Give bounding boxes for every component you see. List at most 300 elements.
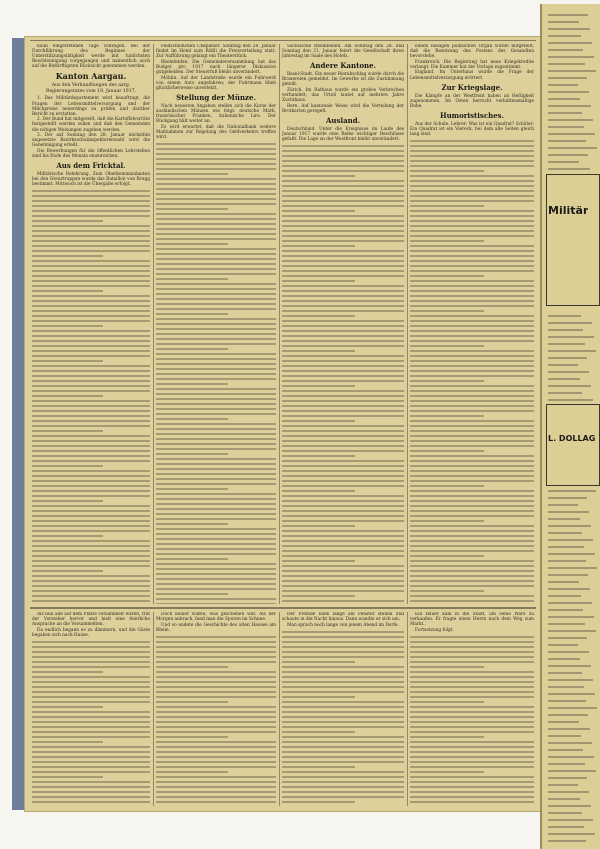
text-line	[282, 385, 355, 387]
text-line	[410, 505, 534, 507]
text-line	[548, 567, 597, 569]
text-line	[548, 105, 591, 107]
text-line	[156, 253, 276, 255]
text-line	[410, 375, 534, 377]
text-line	[282, 460, 404, 462]
adjacent-page	[540, 4, 600, 849]
text-line	[282, 315, 355, 317]
text-line	[282, 530, 404, 532]
text-line	[156, 143, 276, 145]
section-heading: Kanton Aargau.	[55, 71, 127, 82]
column-rule	[153, 44, 154, 604]
feuilleton-column-2	[156, 612, 276, 806]
text-line	[32, 801, 150, 803]
text-line	[32, 701, 150, 703]
text-line	[410, 140, 534, 142]
text-line	[548, 609, 583, 611]
text-line	[410, 465, 534, 467]
text-line	[410, 671, 534, 673]
article-paragraph: Der Fremde blieb lange am Fenster stehen und schaute in die Nacht hinaus. Dann wandte er sich um.	[282, 612, 404, 623]
text-line	[156, 701, 228, 703]
text-line	[282, 175, 355, 177]
feuilleton-column-1	[32, 612, 150, 806]
article-paragraph: Die Bewerbungen für die öffentlichen Lehrstellen sind bis Ende des Monats einzureichen.	[32, 148, 150, 159]
text-line	[282, 465, 404, 467]
text-line	[282, 575, 404, 577]
text-line	[282, 746, 404, 748]
text-line	[282, 580, 404, 582]
text-line	[32, 510, 150, 512]
text-line	[156, 761, 276, 763]
text-line	[156, 641, 276, 643]
text-line	[282, 731, 355, 733]
text-line	[282, 345, 404, 347]
text-line	[410, 325, 534, 327]
text-line	[32, 225, 150, 227]
text-line	[156, 223, 276, 225]
text-line	[410, 595, 534, 597]
text-line	[410, 731, 534, 733]
text-line	[32, 646, 150, 648]
text-line	[410, 520, 484, 522]
section-heading: Zur Kriegslage.	[441, 82, 503, 92]
text-line	[410, 225, 534, 227]
text-line	[410, 455, 534, 457]
text-line	[32, 260, 150, 262]
text-line	[32, 320, 150, 322]
text-line	[548, 700, 586, 702]
section-heading: Humoristisches.	[439, 110, 505, 120]
text-line	[282, 505, 404, 507]
text-line	[410, 490, 534, 492]
text-line	[282, 250, 404, 252]
column-rule	[153, 612, 154, 806]
text-line	[410, 801, 534, 803]
text-line	[32, 656, 150, 658]
text-line	[410, 365, 534, 367]
text-line	[32, 686, 150, 688]
text-line	[282, 585, 404, 587]
text-line	[282, 535, 404, 537]
text-line	[282, 195, 404, 197]
text-line	[282, 756, 404, 758]
text-line	[282, 676, 404, 678]
text-line	[32, 300, 150, 302]
text-line	[32, 235, 150, 237]
text-line	[156, 298, 276, 300]
text-line	[282, 691, 404, 693]
text-line	[32, 360, 103, 362]
text-line	[282, 550, 404, 552]
text-line	[32, 215, 150, 217]
text-line	[156, 528, 276, 530]
text-line	[548, 665, 591, 667]
text-line	[282, 305, 404, 307]
text-line	[410, 415, 484, 417]
advertisement-title: L. DOLLAG	[548, 434, 596, 443]
text-line	[410, 480, 534, 482]
text-line	[410, 155, 534, 157]
text-line	[410, 165, 534, 167]
text-line	[410, 575, 534, 577]
article-paragraph: Rheinfelden. Die Gemeindeversammlung hat das Budget pro 1917 nach längerer Diskussion gutgeheißen. Der Steuerfuß bleibt unverändert.	[156, 59, 276, 75]
text-line	[32, 220, 103, 222]
text-line	[156, 543, 276, 545]
text-line	[156, 716, 276, 718]
section-heading: Ausland.	[325, 116, 361, 126]
text-line	[410, 771, 484, 773]
text-line	[282, 801, 355, 803]
text-line	[548, 616, 594, 618]
text-line	[156, 353, 276, 355]
text-line	[32, 325, 103, 327]
text-line	[156, 273, 276, 275]
text-line	[32, 315, 150, 317]
text-line	[156, 378, 276, 380]
text-line	[282, 215, 404, 217]
text-line	[156, 681, 276, 683]
text-line	[548, 805, 591, 807]
text-line	[410, 736, 484, 738]
text-line	[156, 228, 276, 230]
text-line	[32, 711, 150, 713]
text-line	[156, 483, 276, 485]
text-line	[156, 323, 276, 325]
text-line	[156, 318, 276, 320]
text-line	[282, 565, 404, 567]
text-line	[32, 751, 150, 753]
text-line	[32, 275, 150, 277]
text-line	[282, 661, 355, 663]
text-line	[548, 742, 592, 744]
text-line	[156, 786, 276, 788]
text-line	[32, 365, 150, 367]
text-line	[282, 445, 404, 447]
text-line	[410, 585, 534, 587]
text-line	[282, 646, 404, 648]
text-line	[156, 163, 276, 165]
text-line	[410, 701, 484, 703]
text-line	[32, 721, 150, 723]
text-line	[156, 173, 228, 175]
text-line	[156, 428, 276, 430]
text-line	[156, 751, 276, 753]
article-paragraph: Da endlich begann es zu dämmern, und die Gäste begaben sich nach Hause.	[32, 627, 150, 638]
text-line	[548, 546, 584, 548]
text-line	[410, 636, 534, 638]
text-line	[282, 711, 404, 713]
text-line	[156, 508, 276, 510]
text-line	[410, 651, 534, 653]
text-line	[282, 350, 355, 352]
text-line	[32, 671, 103, 673]
text-line	[156, 243, 228, 245]
text-line	[156, 636, 276, 638]
text-line	[156, 278, 228, 280]
text-line	[282, 736, 404, 738]
text-line	[548, 602, 592, 604]
text-line	[282, 450, 404, 452]
text-line	[548, 637, 587, 639]
text-line	[156, 368, 276, 370]
text-line	[156, 661, 276, 663]
text-line	[410, 370, 534, 372]
column-1	[32, 44, 150, 604]
text-line	[548, 84, 578, 86]
article-paragraph: einem hiesigen politischen Organ wurde mitgeteilt, daß die Besetzung des Postens des Gesandten bevorstehe.	[410, 44, 534, 60]
text-line	[410, 666, 484, 668]
article-paragraph: Deutschland. Unter die Ereignisse im Laufe des Januar 1917 wurde eine Reihe wichtiger Beschlüsse gefaßt. Die Lage an der Westfront bleibt unverändert.	[282, 127, 404, 143]
text-line	[410, 295, 534, 297]
text-line	[32, 575, 150, 577]
text-line	[410, 400, 534, 402]
text-line	[410, 335, 534, 337]
text-line	[32, 786, 150, 788]
text-line	[156, 148, 276, 150]
text-line	[548, 630, 596, 632]
text-line	[156, 656, 276, 658]
text-line	[282, 726, 404, 728]
text-line	[156, 258, 276, 260]
text-line	[282, 776, 404, 778]
text-line	[156, 218, 276, 220]
text-line	[410, 145, 534, 147]
text-line	[32, 776, 103, 778]
text-line	[548, 357, 587, 359]
text-line	[156, 518, 276, 520]
text-line	[282, 405, 404, 407]
text-line	[156, 458, 276, 460]
article-paragraph: Frankreich. Die Regierung hat neue Kriegskredite verlangt. Die Kammer hat der Vorlage zugestimmt.	[410, 59, 534, 70]
text-line	[156, 646, 276, 648]
text-line	[282, 160, 404, 162]
text-line	[410, 470, 534, 472]
text-line	[156, 238, 276, 240]
article-paragraph: Aus der Schule. Lehrer: Was ist ein Quadrat? Schüler: Ein Quadrat ist ein Viereck, bei dem alle Seiten gleich lang sind.	[410, 121, 534, 138]
text-line	[156, 731, 276, 733]
text-line	[548, 714, 588, 716]
text-line	[410, 160, 534, 162]
text-line	[282, 415, 404, 417]
text-line	[156, 433, 276, 435]
text-line	[156, 293, 276, 295]
text-line	[156, 213, 276, 215]
text-line	[548, 511, 589, 513]
text-line	[156, 781, 276, 783]
text-line	[410, 230, 534, 232]
text-line	[32, 555, 150, 557]
text-line	[156, 348, 228, 350]
text-line	[32, 741, 103, 743]
text-line	[32, 415, 150, 417]
text-line	[282, 716, 404, 718]
text-line	[410, 185, 534, 187]
text-line	[32, 375, 150, 377]
text-line	[282, 300, 404, 302]
text-line	[32, 726, 150, 728]
text-line	[32, 475, 150, 477]
text-line	[156, 198, 276, 200]
text-line	[548, 623, 585, 625]
text-line	[548, 707, 597, 709]
text-line	[548, 77, 587, 79]
text-line	[32, 395, 103, 397]
text-line	[32, 565, 150, 567]
text-line	[410, 646, 534, 648]
text-line	[410, 570, 534, 572]
text-line	[548, 532, 582, 534]
text-line	[548, 371, 589, 373]
text-line	[156, 538, 276, 540]
text-line	[32, 771, 150, 773]
text-line	[548, 791, 589, 793]
text-line	[32, 595, 150, 597]
text-line	[32, 425, 150, 427]
text-line	[282, 485, 404, 487]
text-line	[548, 595, 581, 597]
text-line	[32, 560, 150, 562]
text-line	[410, 721, 534, 723]
text-line	[282, 786, 404, 788]
article-paragraph: Sächsische Rheinfelden. Am Sonntag den 28. und Sonntag den 21. Januar feiert die Gesellschaft ihren Jahrestag im Saale des Hotels.	[282, 44, 404, 60]
text-line	[282, 325, 404, 327]
text-line	[32, 435, 150, 437]
text-line	[410, 696, 534, 698]
text-line	[282, 400, 404, 402]
text-line	[156, 651, 276, 653]
text-line	[32, 505, 150, 507]
text-line	[156, 766, 276, 768]
text-line	[410, 450, 484, 452]
text-line	[156, 696, 276, 698]
text-line	[282, 145, 404, 147]
text-line	[282, 761, 404, 763]
text-line	[32, 756, 150, 758]
text-line	[32, 515, 150, 517]
text-line	[32, 350, 150, 352]
text-line	[156, 676, 276, 678]
advertisement-box	[546, 174, 600, 306]
text-line	[410, 460, 534, 462]
text-line	[156, 771, 228, 773]
text-line	[410, 600, 534, 602]
text-line	[32, 736, 150, 738]
text-line	[156, 578, 276, 580]
text-line	[156, 453, 228, 455]
text-line	[410, 706, 534, 708]
text-line	[32, 250, 150, 252]
text-line	[32, 255, 103, 257]
text-line	[32, 676, 150, 678]
text-line	[410, 641, 534, 643]
text-line	[548, 329, 583, 331]
text-line	[32, 706, 103, 708]
text-line	[410, 676, 534, 678]
article-paragraph: Zürich. Im Rathaus wurde ein großes Verbrechen verhandelt; das Urteil lautet auf mehrere Jahre Zuchthaus.	[282, 88, 404, 104]
text-line	[410, 385, 534, 387]
text-line	[156, 288, 276, 290]
text-line	[410, 781, 534, 783]
text-line	[282, 545, 404, 547]
text-line	[548, 35, 581, 37]
text-line	[548, 819, 593, 821]
text-line	[548, 336, 594, 338]
text-line	[410, 405, 534, 407]
text-line	[410, 435, 534, 437]
text-line	[32, 430, 103, 432]
text-line	[282, 435, 404, 437]
text-line	[32, 540, 150, 542]
text-line	[32, 335, 150, 337]
text-line	[282, 150, 404, 152]
text-line	[410, 355, 534, 357]
text-line	[156, 233, 276, 235]
text-line	[156, 513, 276, 515]
text-line	[282, 741, 404, 743]
text-line	[410, 565, 534, 567]
text-line	[282, 355, 404, 357]
text-line	[410, 315, 534, 317]
text-line	[156, 463, 276, 465]
text-line	[282, 701, 404, 703]
text-line	[156, 588, 276, 590]
text-line	[32, 355, 150, 357]
text-line	[32, 530, 150, 532]
text-line	[548, 112, 582, 114]
text-line	[282, 631, 404, 633]
advertisement-box	[546, 404, 600, 486]
column-rule	[279, 612, 280, 806]
text-line	[548, 168, 590, 170]
text-line	[282, 255, 404, 257]
text-line	[410, 285, 534, 287]
text-line	[156, 333, 276, 335]
text-line	[32, 460, 150, 462]
text-line	[282, 515, 404, 517]
text-line	[410, 420, 534, 422]
text-line	[32, 641, 150, 643]
text-line	[282, 455, 355, 457]
text-line	[282, 470, 404, 472]
text-line	[32, 310, 150, 312]
text-line	[548, 777, 587, 779]
text-line	[156, 158, 276, 160]
text-line	[282, 260, 404, 262]
text-line	[410, 190, 534, 192]
text-line	[282, 190, 404, 192]
text-line	[32, 716, 150, 718]
text-line	[410, 500, 534, 502]
text-line	[410, 560, 534, 562]
text-line	[282, 656, 404, 658]
text-line	[548, 399, 593, 401]
text-line	[548, 350, 596, 352]
text-line	[156, 413, 276, 415]
text-line	[548, 140, 586, 142]
text-line	[410, 580, 534, 582]
text-line	[548, 735, 581, 737]
article-paragraph: Ein Bauer kam in die Stadt, um seine Ware zu verkaufen. Er fragte einen Herrn nach dem Weg zum Markt.	[410, 612, 534, 628]
text-line	[548, 784, 578, 786]
text-line	[282, 595, 355, 597]
text-line	[410, 796, 534, 798]
text-line	[282, 495, 404, 497]
text-line	[32, 440, 150, 442]
text-line	[32, 390, 150, 392]
text-line	[410, 656, 534, 658]
text-line	[156, 721, 276, 723]
text-line	[410, 360, 534, 362]
